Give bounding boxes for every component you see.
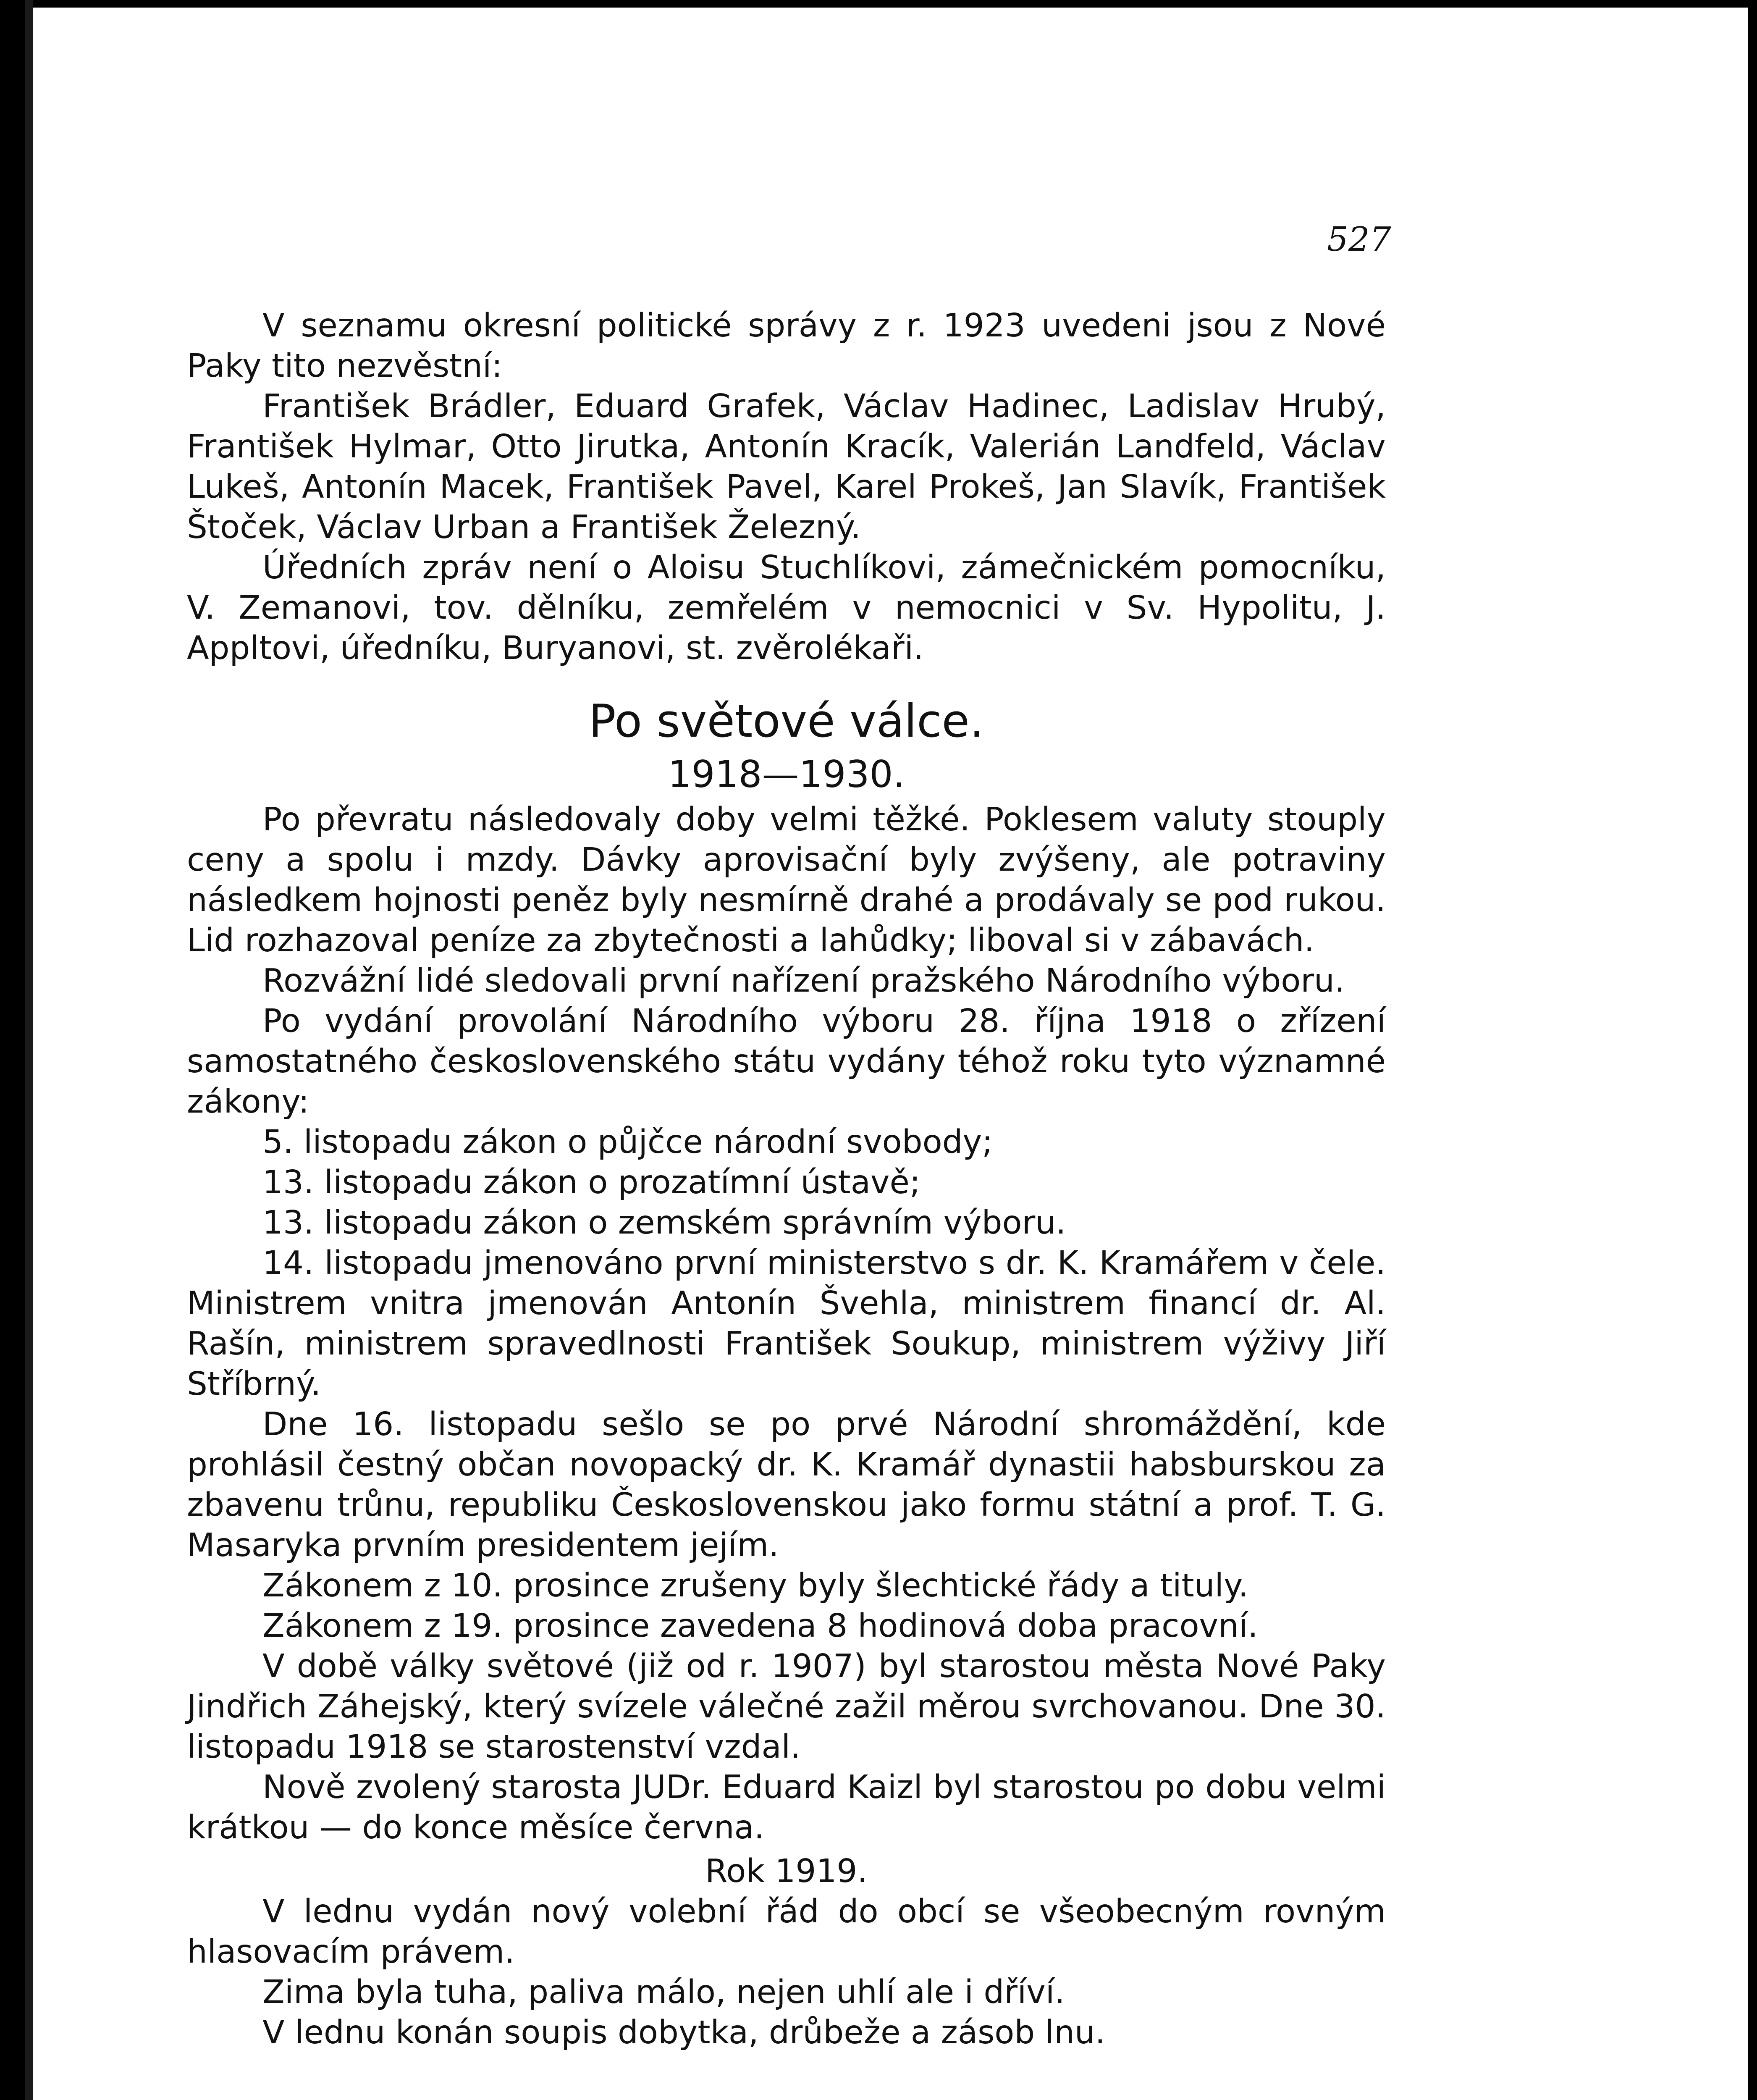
subsection-title: Rok 1919. (705, 1853, 868, 1890)
body-paragraph: Dne 16. listopadu sešlo se po prvé Národní shromáždění, kde prohlásil čestný občan novopacký dr. K. Kramář dynastii habsburskou za zbavenu trůnu, republiku Československou jako formu státní a prof. T. G. Masaryka prvním presidentem jejím. (187, 1406, 1386, 1564)
body-paragraph: Nově zvolený starosta JUDr. Eduard Kaizl byl starostou po dobu velmi krátkou — do konce měsíce června. (187, 1769, 1386, 1846)
body-paragraph: V lednu vydán nový volební řád do obcí se všeobecným rovným hlasovacím právem. (187, 1893, 1386, 1971)
page-number: 527 (1327, 220, 1391, 259)
body-paragraph: Rozvážní lidé sledovali první nařízení pražského Národního výboru. (262, 962, 1345, 1000)
page-body (187, 306, 1386, 2053)
body-paragraph: Zima byla tuha, paliva málo, nejen uhlí ale i dříví. (262, 1974, 1065, 2011)
intro-paragraph: V seznamu okresní politické správy z r. 1923 uvedeni jsou z Nové Paky tito nezvěstní: (187, 307, 1386, 385)
body-paragraph: 14. listopadu jmenováno první ministerstvo s dr. K. Kramářem v čele. Ministrem vnitra jmenován Antonín Švehla, ministrem financí dr. Al. Rašín, ministrem spravedlnosti František Soukup, ministrem výživy Jiří Stříbrný. (187, 1244, 1386, 1403)
scan-border-left-shadow (25, 0, 33, 2100)
law-item: 13. listopadu zákon o zemském správním výboru. (262, 1204, 1066, 1242)
law-item: 5. listopadu zákon o půjčce národní svobody; (262, 1124, 993, 1161)
body-paragraph: Po převratu následovaly doby velmi těžké. Poklesem valuty stouply ceny a spolu i mzdy. Dávky aprovisační byly zvýšeny, ale potraviny následkem hojnosti peněz byly nesmírně drahé a prodávaly se pod rukou. Lid rozhazoval peníze za zbytečnosti a lahůdky; liboval si v zábavách. (187, 801, 1386, 959)
law-item: 13. listopadu zákon o prozatímní ústavě; (262, 1164, 920, 1201)
missing-persons-list: František Brádler, Eduard Grafek, Václav Hadinec, Ladislav Hrubý, František Hylmar, Otto Jirutka, Antonín Kracík, Valerián Landfeld, Václav Lukeš, Antonín Macek, František Pavel, Karel Prokeš, Jan Slavík, František Štoček, Václav Urban a František Železný. (187, 388, 1386, 546)
body-paragraph: V lednu konán soupis dobytka, drůbeže a zásob lnu. (262, 2014, 1106, 2051)
scan-border-top (0, 0, 1757, 8)
scan-border-right (1748, 0, 1757, 2100)
body-paragraph: Po vydání provolání Národního výboru 28. října 1918 o zřízení samostatného československého státu vydány téhož roku tyto významné zákony: (187, 1003, 1386, 1121)
scan-border-left (0, 0, 25, 2100)
body-paragraph: V době války světové (již od r. 1907) byl starostou města Nové Paky Jindřich Záhejský, který svízele válečné zažil měrou svrchovanou. Dne 30. listopadu 1918 se starostenství vzdal. (187, 1648, 1386, 1766)
intro-paragraph: Úředních zpráv není o Aloisu Stuchlíkovi, zámečnickém pomocníku, V. Zemanovi, tov. dělníku, zemřelém v nemocnici v Sv. Hypolitu, J. Appltovi, úředníku, Buryanovi, st. zvěrolékaři. (187, 549, 1386, 667)
body-paragraph: Zákonem z 19. prosince zavedena 8 hodinová doba pracovní. (262, 1607, 1258, 1645)
section-title: Po světové válce. (588, 695, 984, 748)
section-years: 1918—1930. (668, 753, 905, 796)
body-paragraph: Zákonem z 10. prosince zrušeny byly šlechtické řády a tituly. (262, 1567, 1249, 1604)
